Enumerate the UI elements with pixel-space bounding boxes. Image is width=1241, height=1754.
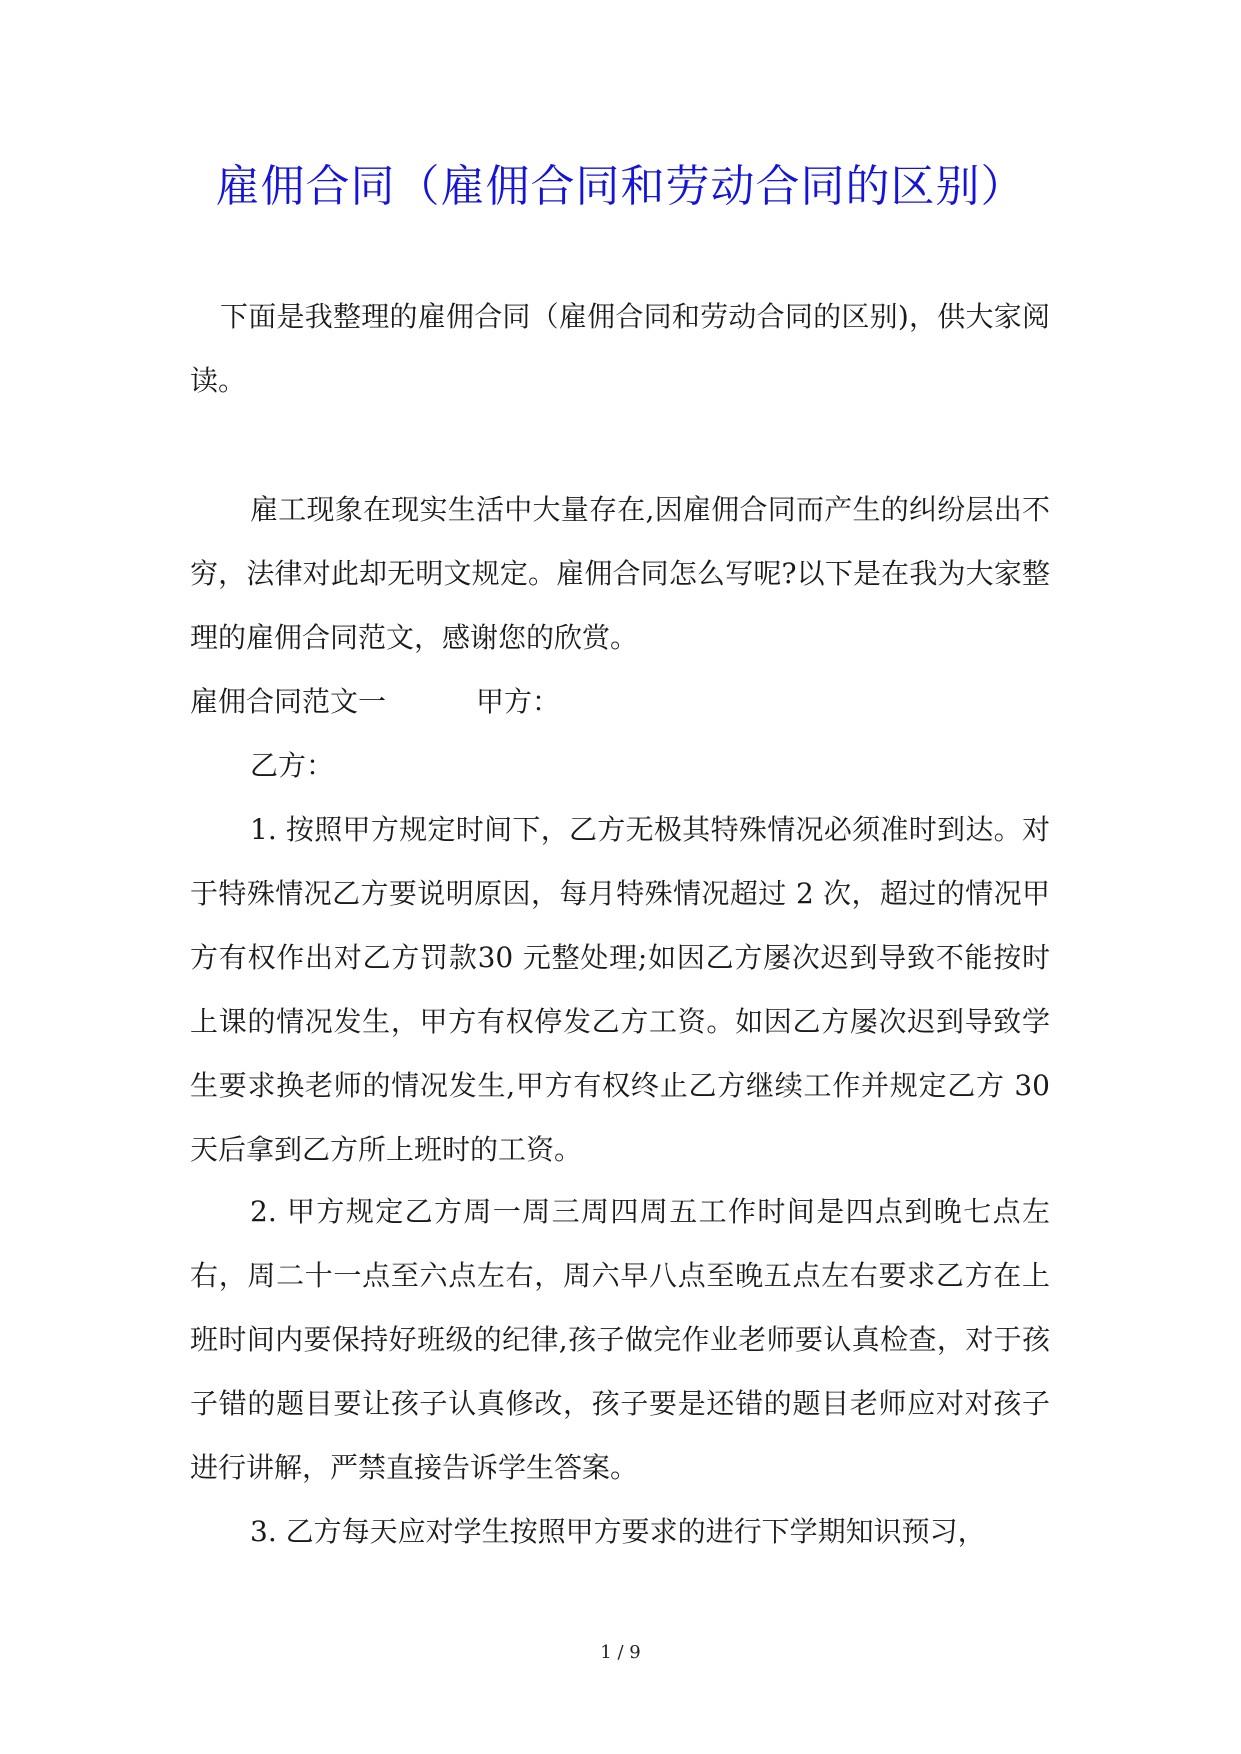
clause-3: 3. 乙方每天应对学生按照甲方要求的进行下学期知识预习， xyxy=(250,1515,986,1548)
party-a-label: 甲方： xyxy=(476,685,561,718)
clause-2: 2. 甲方规定乙方周一周三周四周五工作时间是四点到晚七点左右，周二十一点至六点左右，周六早八点至晚五点左右要求乙方在上班时间内要保持好班级的纪律,孩子做完作业老师要认真检查，对于孩子错的题目要让孩子认真修改，孩子要是还错的题目老师应对对孩子进行讲解，严禁直接告诉学生答案。 xyxy=(190,1195,1050,1484)
clause-1: 1. 按照甲方规定时间下，乙方无极其特殊情况必须准时到达。对于特殊情况乙方要说明原因，每月特殊情况超过 2 次，超过的情况甲方有权作出对乙方罚款30 元整处理;如因乙方屡次迟到导致不能按时上课的情况发生，甲方有权停发乙方工资。如因乙方屡次迟到导致学生要求换老师的情况发生,甲方有权终止乙方继续工作并规定乙方 30 天后拿到乙方所上班时的工资。 xyxy=(190,813,1050,1166)
sample-heading-line xyxy=(190,670,1050,734)
sample-heading: 雇佣合同范文一 xyxy=(190,685,387,718)
background-paragraph: 雇工现象在现实生活中大量存在,因雇佣合同而产生的纠纷层出不穷，法律对此却无明文规定。雇佣合同怎么写呢?以下是在我为大家整理的雇佣合同范文，感谢您的欣赏。 xyxy=(190,493,1050,654)
page-number: 1 / 9 xyxy=(600,1642,641,1663)
document-title: 雇佣合同（雇佣合同和劳动合同的区别） xyxy=(215,161,1026,212)
party-b-label: 乙方： xyxy=(250,749,335,782)
intro-paragraph: 下面是我整理的雇佣合同（雇佣合同和劳动合同的区别)，供大家阅读。 xyxy=(190,300,1050,397)
